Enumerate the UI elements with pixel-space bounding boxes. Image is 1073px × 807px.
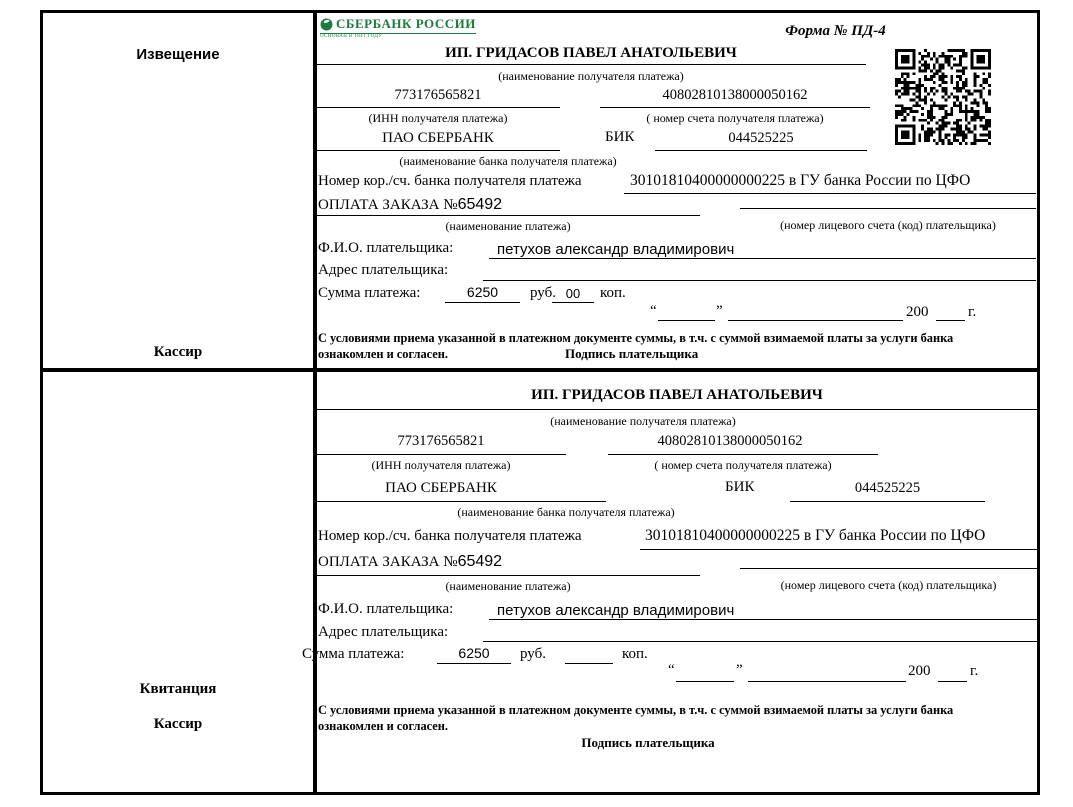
payment-purpose [318,196,502,214]
inn-caption: (ИНН получателя платежа) [368,111,508,125]
personal-account-caption: (номер лицевого счета (код) плательщика) [780,578,997,592]
amount-label: Сумма платежа: [318,285,421,301]
payment-purpose-prefix: ОПЛАТА ЗАКАЗА № [318,554,458,570]
year-prefix: 200 [908,663,931,679]
bank-caption: (наименование банка получателя платежа) [457,505,675,519]
rub-label: руб. [530,285,556,301]
rule [316,215,700,216]
rule [316,575,700,576]
rule [565,663,613,664]
recipient-name: ИП. ГРИДАСОВ ПАВЕЛ АНАТОЛЬЕВИЧ [445,45,737,61]
sberbank-logo-tagline: ОСНОВАН В 1841 ГОДУ [320,34,383,39]
receipt-stub-label: Квитанция [139,681,217,697]
amount-rub-value: 6250 [458,645,490,661]
horizontal-divider [40,368,1040,372]
rule [489,619,1037,620]
rule [676,681,734,682]
form-code-title: Форма № ПД-4 [785,23,886,39]
rule [748,681,906,682]
date-quote-close: ” [716,303,723,319]
year-suffix: г. [968,304,977,320]
vertical-divider [313,10,317,795]
rule [316,501,606,502]
kop-label: коп. [600,285,626,301]
payment-purpose [318,553,502,571]
inn-caption: (ИНН получателя платежа) [371,458,511,472]
qr-code [894,49,992,145]
rule [728,320,903,321]
rule [316,64,866,65]
date-quote-open: “ [668,662,675,678]
kop-label: коп. [622,646,648,662]
account-value: 40802810138000050162 [662,87,808,103]
address-label: Адрес плательщика: [318,262,449,278]
rule [489,258,1036,259]
signature-label-top: Подпись плательщика [565,346,699,361]
corr-value: 30101810400000000225 в ГУ банка России по ЦФО [645,527,986,544]
order-number-value: 65492 [457,553,503,570]
payer-label: Ф.И.О. плательщика: [318,601,454,617]
rule [483,641,1037,642]
recipient-caption: (наименование получателя платежа) [498,69,684,83]
rule [316,107,560,108]
bank-name: ПАО СБЕРБАНК [382,130,494,146]
address-label: Адрес плательщика: [318,624,449,640]
agreement-line1: С условиями приема указанной в платежном документе суммы, в т.ч. с суммой взимаемой платы за услуги банка [318,331,954,345]
order-number-value: 65492 [457,196,503,213]
rule [938,681,967,682]
cashier-label-top: Кассир [153,344,203,360]
rule [740,208,1036,209]
year-prefix: 200 [906,304,929,320]
rule [316,150,560,151]
rule [445,302,520,303]
rule [552,302,594,303]
rule [316,409,1037,410]
amount-label: Сумма платежа: [302,646,405,662]
personal-account-caption: (номер лицевого счета (код) плательщика) [780,218,996,232]
corr-label: Номер кор./сч. банка получателя платежа [318,528,582,544]
sberbank-logo [320,16,476,39]
payer-name-value: петухов александр владимирович [497,241,735,258]
recipient-caption: (наименование получателя платежа) [550,414,736,428]
rule [790,501,985,502]
sberbank-coin-icon [320,18,333,31]
rule [316,454,566,455]
rule [640,549,1037,550]
payer-name-value: петухов александр владимирович [497,602,735,619]
rule [624,193,1036,194]
year-suffix: г. [970,663,979,679]
bank-caption: (наименование банка получателя платежа) [399,154,617,168]
inn-value: 773176565821 [394,87,482,103]
bik-value: 044525225 [728,130,794,146]
rub-label: руб. [520,646,546,662]
corr-label: Номер кор./сч. банка получателя платежа [318,173,582,189]
bik-label: БИК [605,129,635,145]
agreement-line1: С условиями приема указанной в платежном документе суммы, в т.ч. с суммой взимаемой платы за услуги банка [318,703,954,717]
account-value: 40802810138000050162 [657,433,803,449]
payment-caption: (наименование платежа) [445,579,571,593]
account-caption: ( номер счета получателя платежа) [654,458,832,472]
payer-label: Ф.И.О. плательщика: [318,240,454,256]
rule [608,454,878,455]
corr-value: 30101810400000000225 в ГУ банка России по ЦФО [630,172,971,189]
bik-label: БИК [725,479,755,495]
signature-label-bottom: Подпись плательщика [581,735,715,750]
rule [655,150,867,151]
date-quote-close: ” [736,662,743,678]
rule [936,320,965,321]
amount-kop-value: 00 [565,286,581,301]
recipient-name: ИП. ГРИДАСОВ ПАВЕЛ АНАТОЛЬЕВИЧ [531,387,823,403]
rule [740,568,1037,569]
rule [437,663,511,664]
cashier-label-bottom: Кассир [153,716,203,732]
account-caption: ( номер счета получателя платежа) [646,111,824,125]
date-quote-open: “ [650,303,657,319]
amount-rub-value: 6250 [466,284,499,300]
payment-caption: (наименование платежа) [445,219,571,233]
inn-value: 773176565821 [397,433,485,449]
rule [658,320,715,321]
sberbank-logo-text: СБЕРБАНК РОССИИ [336,16,476,31]
agreement-line2: ознакомлен и согласен. [318,719,449,733]
rule [483,280,1036,281]
rule [600,107,870,108]
payment-purpose-prefix: ОПЛАТА ЗАКАЗА № [318,197,458,213]
bank-name: ПАО СБЕРБАНК [385,480,497,496]
bik-value: 044525225 [854,480,921,496]
agreement-line2: ознакомлен и согласен. [318,347,449,361]
notice-stub-label: Извещение [136,46,220,63]
